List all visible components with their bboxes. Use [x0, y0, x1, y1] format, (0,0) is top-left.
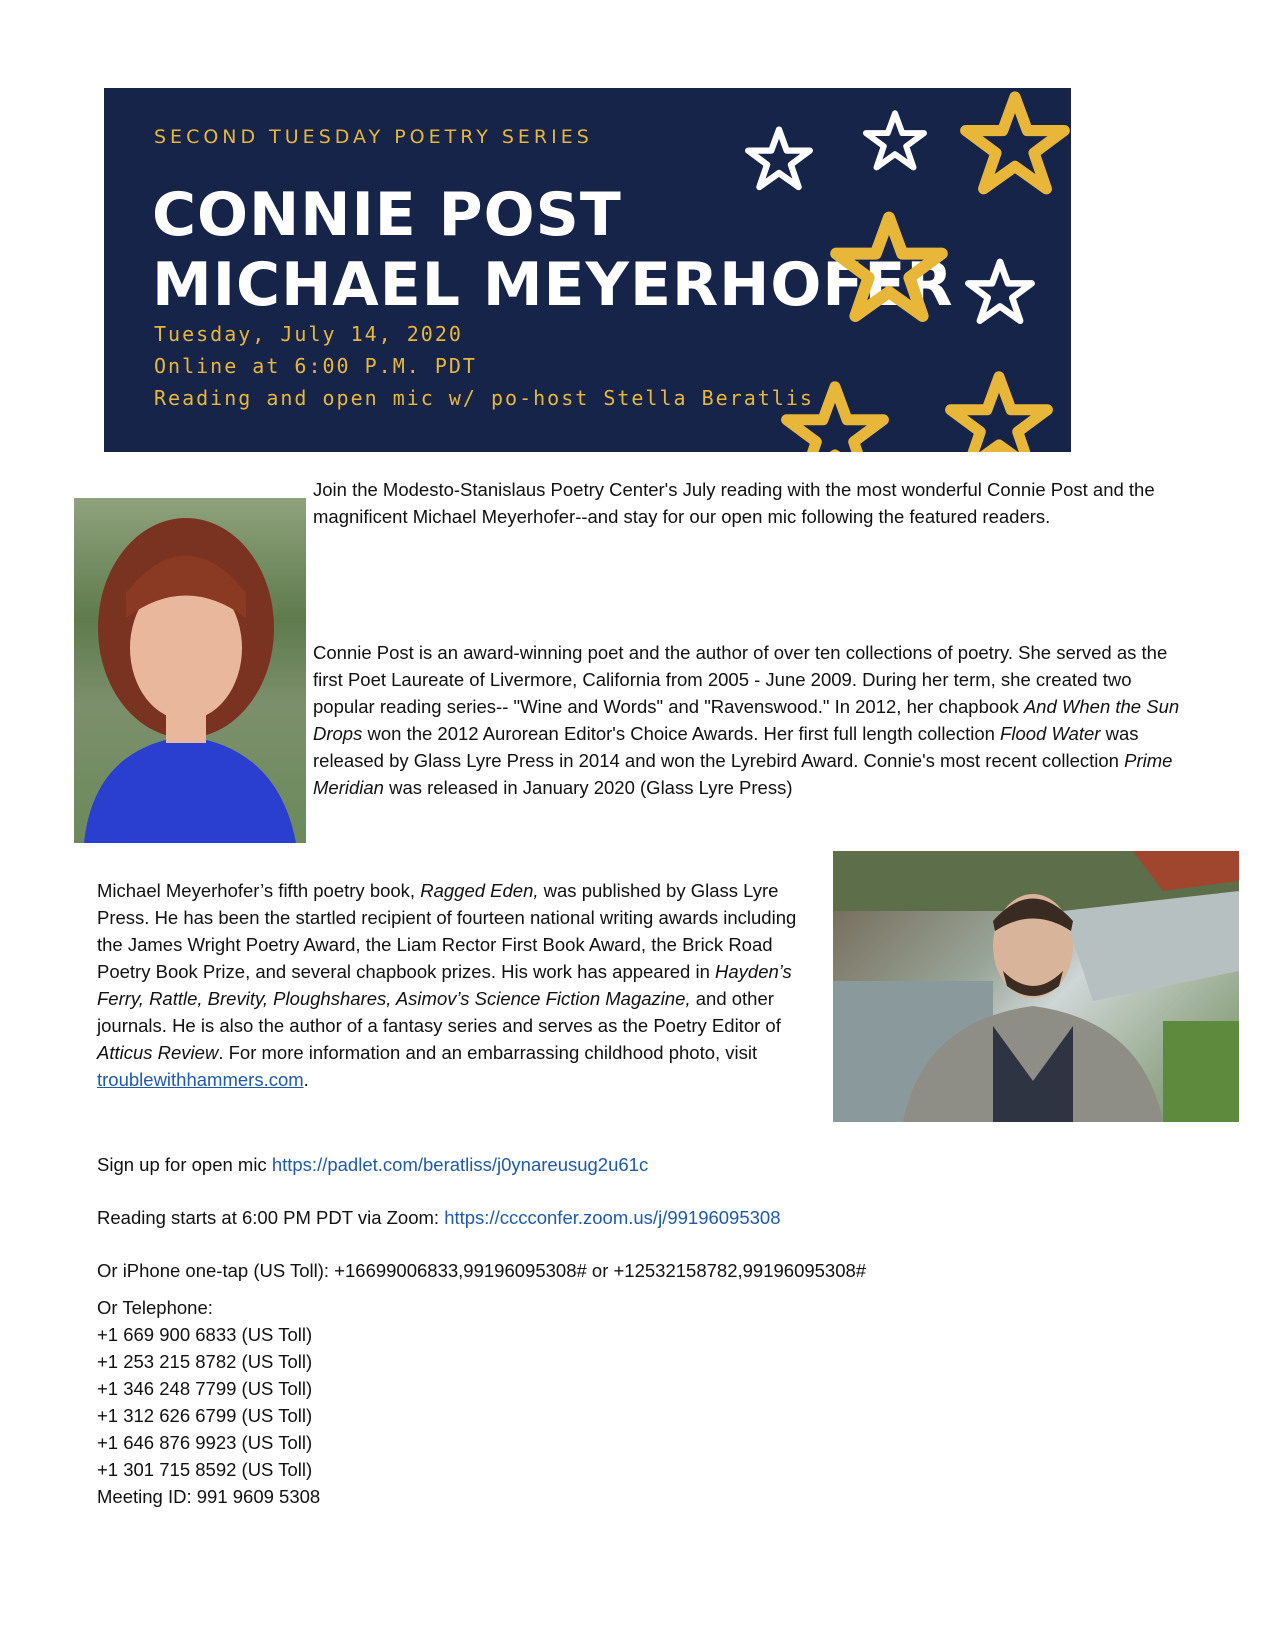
intro-paragraph: Join the Modesto-Stanislaus Poetry Center's July reading with the most wonderful Connie Post and the magnificent Michael Meyerhofer--and stay for our open mic following the featured readers. [313, 479, 1155, 527]
phone-number: +1 312 626 6799 (US Toll) [97, 1405, 313, 1426]
zoom-meeting-link[interactable]: https://cccconfer.zoom.us/j/99196095308 [444, 1207, 781, 1228]
featured-name-connie: CONNIE POST [152, 180, 622, 250]
phone-number: +1 253 215 8782 (US Toll) [97, 1351, 313, 1372]
open-mic-signup: Sign up for open mic https://padlet.com/beratliss/j0ynareusug2u61c [97, 1154, 649, 1175]
phone-number: +1 301 715 8592 (US Toll) [97, 1459, 313, 1480]
iphone-one-tap: Or iPhone one-tap (US Toll): +16699006833,99196095308# or +12532158782,99196095308# [97, 1260, 867, 1281]
telephone-list [97, 1294, 320, 1510]
phone-number: +1 346 248 7799 (US Toll) [97, 1378, 313, 1399]
event-banner [104, 88, 1071, 452]
zoom-info: Reading starts at 6:00 PM PDT via Zoom: https://cccconfer.zoom.us/j/99196095308 [97, 1207, 781, 1228]
connie-bio: Connie Post is an award-winning poet and the author of over ten collections of poetry. She served as the first Poet Laureate of Livermore, California from 2005 - June 2009. During her term, she created two popular reading series-- "Wine and Words" and "Ravenswood." In 2012, her chapbook And When the Sun Drops won the 2012 Aurorean Editor's Choice Awards. Her first full length collection Flood Water was released by Glass Lyre Press in 2014 and won the Lyrebird Award. Connie's most recent collection Prime Meridian was released in January 2020 (Glass Lyre Press) [313, 642, 1180, 798]
phone-number: +1 669 900 6833 (US Toll) [97, 1324, 313, 1345]
star-icon [959, 88, 1071, 200]
event-host: Reading and open mic w/ po-host Stella Beratlis [154, 386, 814, 410]
michael-meyerhofer-photo [833, 851, 1239, 1122]
featured-name-michael: MICHAEL MEYERHOFER [152, 250, 954, 320]
telephone-heading: Or Telephone: [97, 1297, 213, 1318]
star-icon [829, 208, 949, 328]
star-icon [862, 108, 928, 174]
padlet-signup-link[interactable]: https://padlet.com/beratliss/j0ynareusug2u61c [271, 1154, 649, 1175]
star-icon [780, 378, 890, 452]
event-details [154, 318, 814, 414]
star-icon [744, 124, 814, 194]
connie-post-photo [74, 498, 306, 843]
phone-number: +1 646 876 9923 (US Toll) [97, 1432, 313, 1453]
meeting-id: Meeting ID: 991 9609 5308 [97, 1486, 321, 1507]
michael-bio: Michael Meyerhofer’s fifth poetry book, Ragged Eden, was published by Glass Lyre Press. He has been the startled recipient of fourteen national writing awards including the James Wright Poetry Award, the Liam Rector First Book Award, the Brick Road Poetry Book Prize, and several chapbook prizes. His work has appeared in Hayden’s Ferry, Rattle, Brevity, Ploughshares, Asimov’s Science Fiction Magazine, and other journals. He is also the author of a fantasy series and serves as the Poetry Editor of Atticus Review. For more information and an embarrassing childhood photo, visit troublewithhammers.com. [97, 880, 797, 1090]
star-icon [944, 368, 1054, 452]
event-date: Tuesday, July 14, 2020 [154, 322, 463, 346]
event-time: Online at 6:00 P.M. PDT [154, 354, 477, 378]
troublewithhammers-link[interactable]: troublewithhammers.com [97, 1069, 304, 1090]
star-icon [964, 256, 1036, 328]
series-title: SECOND TUESDAY POETRY SERIES [154, 126, 593, 148]
